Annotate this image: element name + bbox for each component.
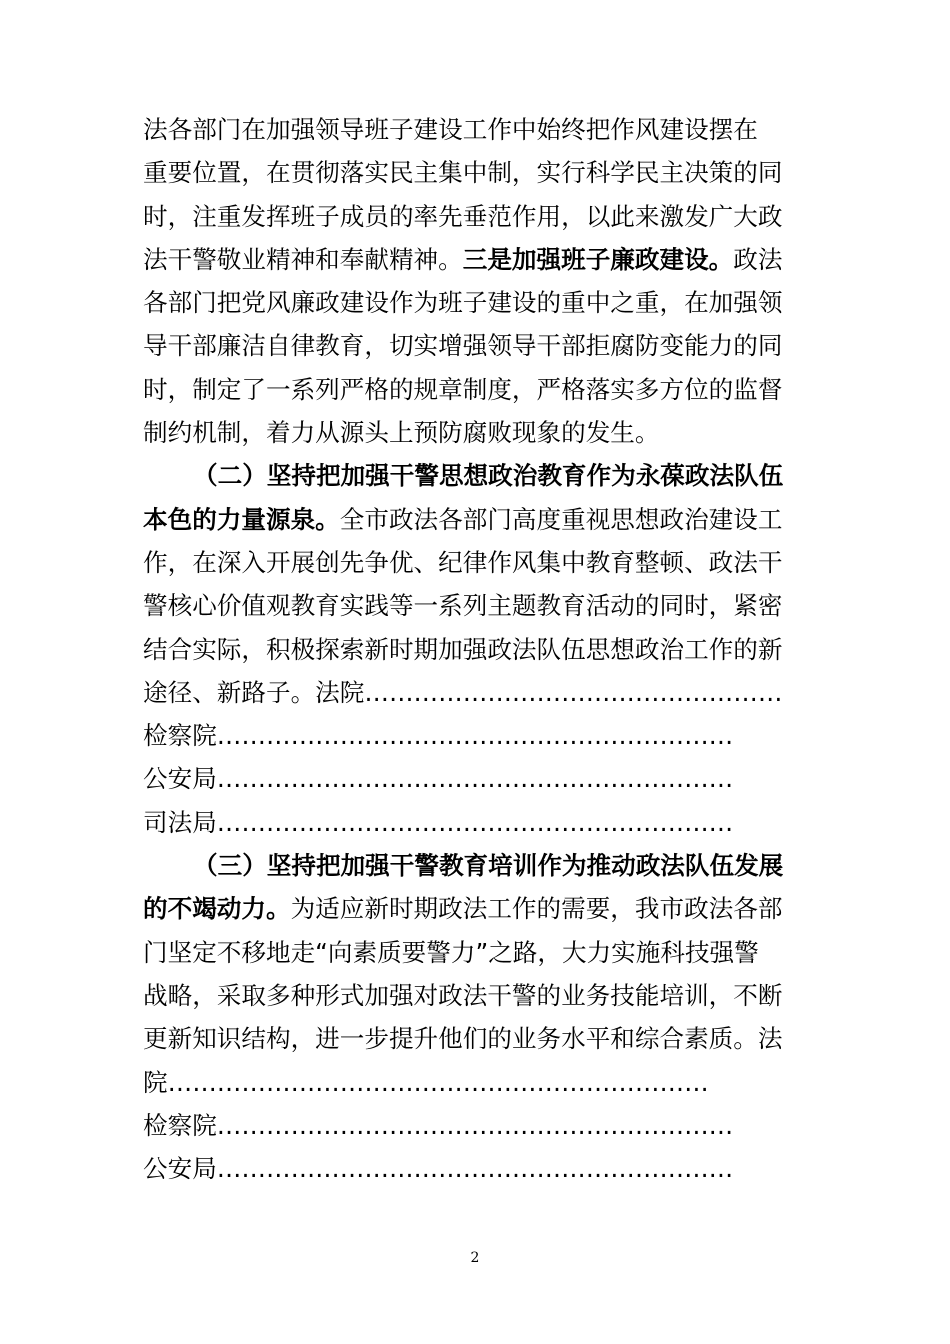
text-line: 时，制定了一系列严格的规章制度，严格落实多方位的监督 bbox=[143, 374, 783, 404]
paragraph-2 bbox=[143, 454, 843, 844]
text-line: 院………………………………………………………… bbox=[143, 1067, 709, 1097]
text-line: 公安局……………………………………………………… bbox=[143, 764, 734, 794]
text-segment: 法干警敬业精神和奉献精神。 bbox=[143, 244, 463, 274]
paragraph-1 bbox=[143, 108, 843, 454]
text-segment: 为适应新时期政法工作的需要，我市政法各部 bbox=[290, 894, 783, 924]
text-line: 各部门把党风廉政建设作为班子建设的重中之重，在加强领 bbox=[143, 288, 783, 318]
text-line: 检察院……………………………………………………… bbox=[143, 721, 734, 751]
text-line: 途径、新路子。法院…………………………………………… bbox=[143, 677, 783, 707]
text-line bbox=[143, 238, 843, 281]
bold-heading: 三是加强班子廉政建设。 bbox=[462, 244, 734, 274]
text-line: 门坚定不移地走“向素质要警力”之路，大力实施科技强警 bbox=[143, 937, 759, 967]
bold-heading: 本色的力量源泉。 bbox=[143, 504, 340, 534]
bold-heading: 的不竭动力。 bbox=[143, 894, 291, 924]
text-segment: 政法 bbox=[733, 244, 783, 274]
text-line: 检察院……………………………………………………… bbox=[143, 1110, 734, 1140]
body-text bbox=[143, 108, 843, 1190]
text-line: 制约机制，着力从源头上预防腐败现象的发生。 bbox=[143, 418, 660, 448]
text-line: 公安局……………………………………………………… bbox=[143, 1154, 734, 1184]
text-line: 时，注重发挥班子成员的率先垂范作用，以此来激发广大政 bbox=[143, 201, 783, 231]
section-heading: （二）坚持把加强干警思想政治教育作为永葆政法队伍 bbox=[193, 461, 784, 491]
text-line: 结合实际，积极探索新时期加强政法队伍思想政治工作的新 bbox=[143, 634, 783, 664]
text-line: 警核心价值观教育实践等一系列主题教育活动的同时，紧密 bbox=[143, 591, 783, 621]
text-line bbox=[143, 498, 843, 541]
text-line: 导干部廉洁自律教育，切实增强领导干部拒腐防变能力的同 bbox=[143, 331, 783, 361]
text-line bbox=[143, 887, 843, 930]
text-line: 更新知识结构，进一步提升他们的业务水平和综合素质。法 bbox=[143, 1024, 783, 1054]
section-heading: （三）坚持把加强干警教育培训作为推动政法队伍发展 bbox=[193, 851, 784, 881]
text-line: 法各部门在加强领导班子建设工作中始终把作风建设摆在 bbox=[143, 115, 758, 144]
paragraph-3 bbox=[143, 844, 843, 1190]
text-line: 战略，采取多种形式加强对政法干警的业务技能培训，不断 bbox=[143, 980, 783, 1010]
text-line: 司法局……………………………………………………… bbox=[143, 807, 734, 837]
page-number: 2 bbox=[470, 1250, 480, 1266]
text-line: 作，在深入开展创先争优、纪律作风集中教育整顿、政法干 bbox=[143, 547, 783, 577]
text-line: 重要位置，在贯彻落实民主集中制，实行科学民主决策的同 bbox=[143, 158, 783, 188]
text-segment: 全市政法各部门高度重视思想政治建设工 bbox=[339, 504, 783, 534]
